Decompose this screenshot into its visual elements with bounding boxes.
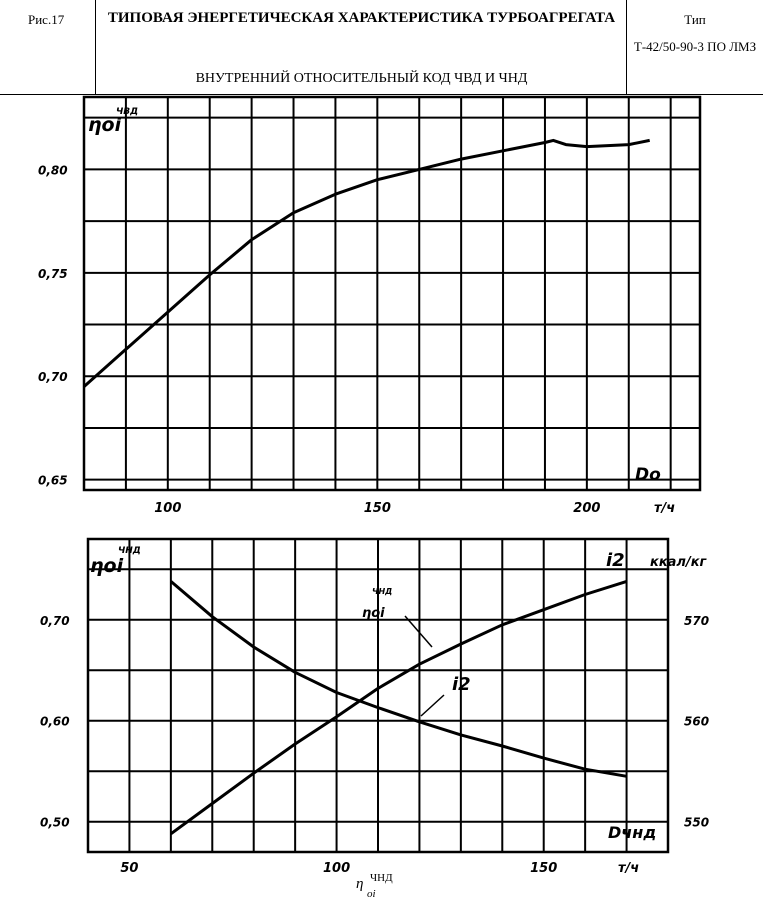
annotation-leader-2: [421, 695, 444, 716]
bottom-caption: [356, 872, 393, 900]
y-tick-label: 0,80: [38, 163, 68, 178]
caption-sup: ЧНД: [370, 872, 393, 884]
plot-frame: [84, 97, 700, 490]
type-label: Тип: [684, 12, 706, 27]
y-right-tick-label: 550: [684, 815, 710, 830]
y-left-axis-name: ƞoi: [90, 555, 124, 577]
y-right-axis-unit: ккал/кг: [650, 555, 707, 570]
x-tick-label: 150: [530, 861, 558, 876]
chart-hp-efficiency: [38, 97, 700, 516]
y-axis-name-sup: ЧВД: [116, 107, 139, 117]
x-axis-name: Dо: [635, 465, 661, 485]
x-axis-unit: т/ч: [654, 501, 676, 516]
annotation-i2: i2: [452, 674, 471, 695]
y-right-tick-label: 560: [684, 714, 710, 729]
series-line-hp: [84, 140, 650, 386]
y-left-axis-name-sup: ЧНД: [118, 546, 141, 556]
x-tick-label: 100: [323, 861, 351, 876]
y-left-tick-label: 0,70: [40, 613, 70, 628]
x-tick-label: 100: [154, 501, 182, 516]
y-right-tick-label: 570: [684, 613, 710, 628]
page-subtitle: ВНУТРЕННИЙ ОТНОСИТЕЛЬНЫЙ КОД ЧВД И ЧНД: [195, 71, 528, 86]
series-line-lp-efficiency: [171, 581, 627, 776]
y-tick-label: 0,75: [38, 266, 68, 281]
page-title: ТИПОВАЯ ЭНЕРГЕТИЧЕСКАЯ ХАРАКТЕРИСТИКА ТУРБОАГРЕГАТА: [107, 10, 616, 26]
x-axis-unit: т/ч: [618, 861, 640, 876]
x-tick-label: 200: [573, 501, 601, 516]
caption-sub: oi: [367, 888, 376, 900]
x-axis-name: Dчнд: [608, 823, 657, 842]
y-axis-name: ƞoi: [88, 114, 122, 136]
x-tick-label: 150: [363, 501, 391, 516]
y-tick-label: 0,70: [38, 370, 68, 385]
y-right-axis-name: i2: [606, 550, 625, 571]
y-left-tick-label: 0,60: [40, 714, 70, 729]
chart-lp-efficiency-enthalpy: [40, 539, 709, 876]
caption-symbol: η: [356, 876, 364, 892]
y-tick-label: 0,65: [38, 473, 68, 488]
annotation-lp-efficiency-sup: ЧНД: [372, 587, 393, 596]
x-tick-label: 50: [120, 861, 139, 876]
y-left-tick-label: 0,50: [40, 815, 70, 830]
type-value: Т-42/50-90-3 ПО ЛМЗ: [633, 39, 757, 54]
annotation-lp-efficiency: ƞoi: [362, 606, 385, 621]
figure-label: Рис.17: [28, 12, 65, 27]
